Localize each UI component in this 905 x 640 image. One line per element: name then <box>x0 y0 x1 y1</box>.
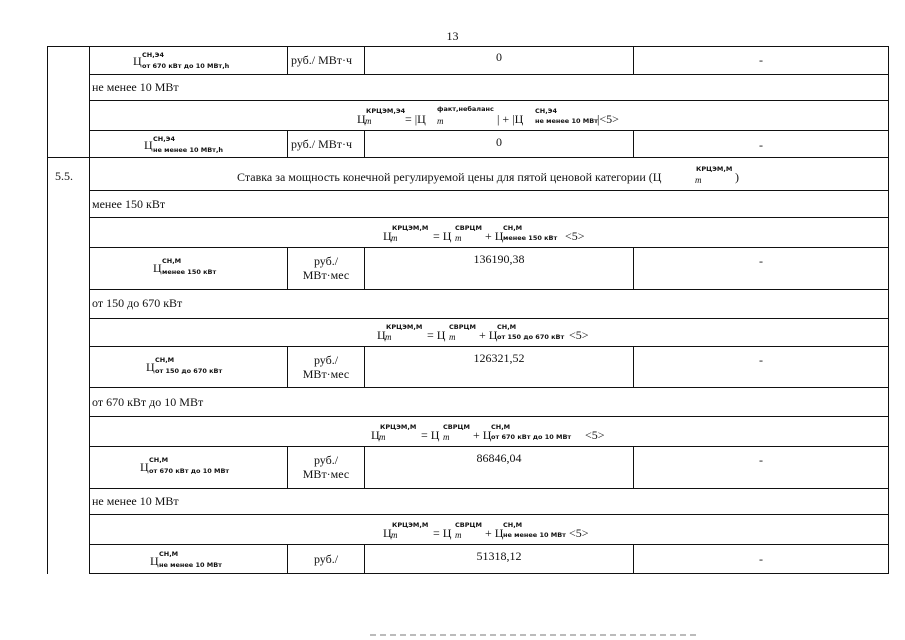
symbol-cell: Ц СН,М от 670 кВт до 10 МВт <box>140 456 230 475</box>
category-label: от 150 до 670 кВт <box>92 296 183 310</box>
unit-cell: руб./ МВт·мес <box>302 453 350 481</box>
value-cell: 86846,04 <box>476 451 522 465</box>
value-cell: 0 <box>496 50 502 64</box>
dash-cell: - <box>759 353 763 367</box>
dash-cell: - <box>759 254 763 268</box>
dash-cell: - <box>759 53 763 67</box>
formula: Ц m КРЦЭМ,М = Ц m СВРЦМ + Ц СН,М от 150 до 670 кВт <5> <box>377 323 589 342</box>
formula-e4: Ц m КРЦЭМ,Э4 = |Ц m факт,небаланс | + |Ц СН,Э4 не менее 10 МВт |<5> <box>357 105 619 126</box>
formula: Ц m КРЦЭМ,М = Ц m СВРЦМ + Ц СН,М не менее 10 МВт <5> <box>383 521 589 540</box>
value-cell: 0 <box>496 135 502 149</box>
section-title: Ставка за мощность конечной регулируемой цены для пятой ценовой категории (Ц m КРЦЭМ,М ) <box>237 165 739 185</box>
formula: Ц m КРЦЭМ,М = Ц m СВРЦМ + Ц СН,М от 670 кВт до 10 МВт <5> <box>371 423 605 442</box>
unit-cell: руб./ МВт·мес <box>302 254 350 282</box>
value-cell: 136190,38 <box>473 252 525 266</box>
section-number: 5.5. <box>55 169 73 183</box>
value-cell: 126321,52 <box>473 351 525 365</box>
dash-cell: - <box>759 453 763 467</box>
formula: Ц m КРЦЭМ,М = Ц m СВРЦМ + Ц СН,М менее 150 кВт <5> <box>383 224 585 243</box>
category-label: не менее 10 МВт <box>92 494 179 508</box>
symbol-cell <box>133 50 283 72</box>
dash-cell: - <box>759 552 763 566</box>
dash-cell: - <box>759 138 763 152</box>
symbol-superscript: СН,Э4 <box>142 51 164 59</box>
symbol-cell: Ц СН,М не менее 10 МВт <box>150 550 222 569</box>
symbol-cell: Ц СН,М от 150 до 670 кВт <box>146 356 223 375</box>
scan-artifact <box>370 634 700 636</box>
category-label: от 670 кВт до 10 МВт <box>92 395 204 409</box>
unit-cell: руб./ МВт·мес <box>302 353 350 381</box>
unit-cell: руб./ МВт·ч <box>291 53 353 67</box>
page-number: 13 <box>446 29 459 43</box>
value-cell: 51318,12 <box>476 549 522 563</box>
unit-cell: руб./ <box>313 552 339 566</box>
symbol-subscript: от 670 кВт до 10 МВт,h <box>142 62 230 70</box>
symbol-base: Ц <box>133 54 142 68</box>
category-label: менее 150 кВт <box>92 197 166 211</box>
tariff-table <box>47 46 889 574</box>
category-label: не менее 10 МВт <box>92 80 179 94</box>
symbol-cell: Ц СН,М менее 150 кВт <box>153 257 217 276</box>
symbol-cell: Ц СН,Э4 не менее 10 МВт,h <box>144 135 224 154</box>
unit-cell: руб./ МВт·ч <box>291 137 353 151</box>
